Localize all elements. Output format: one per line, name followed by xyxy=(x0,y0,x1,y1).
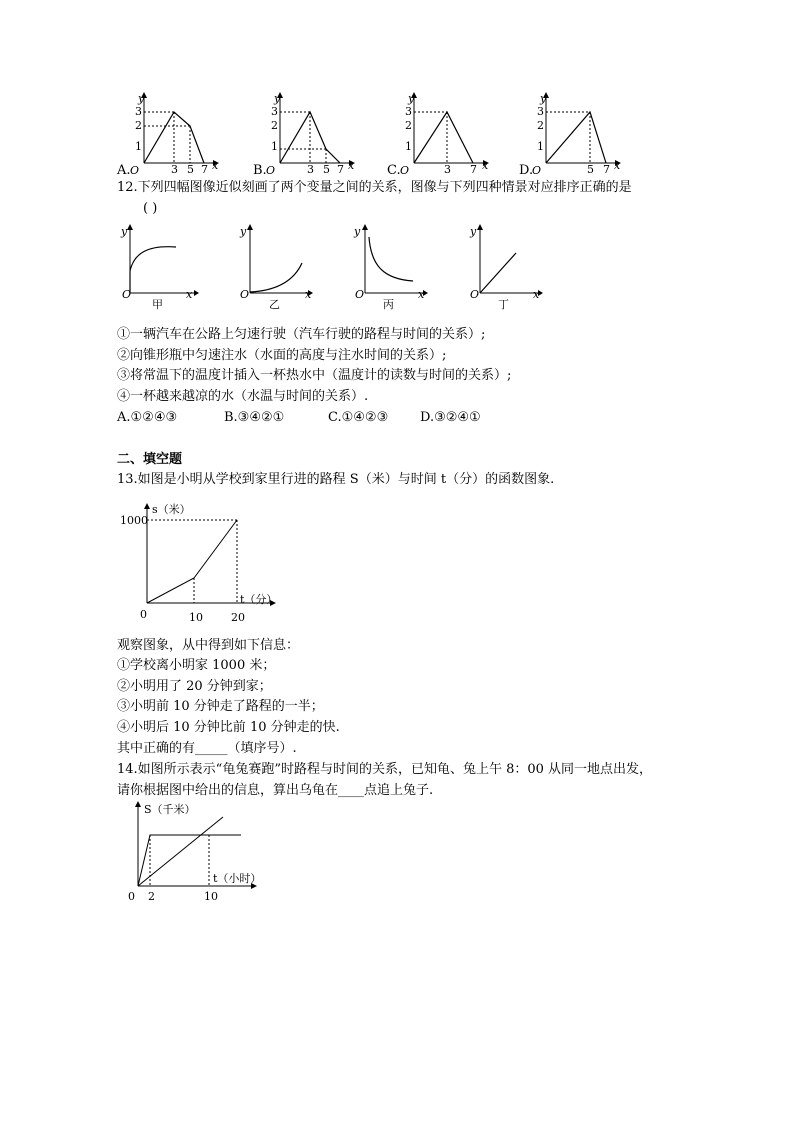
q11-option-d-letter: D. xyxy=(519,163,534,178)
q11-c-xlabel: x xyxy=(482,159,489,172)
q13-item-2: ②小明用了 20 分钟到家； xyxy=(117,679,272,694)
q11-b-xlabel: x xyxy=(348,159,355,172)
q11-a-ytick-3: 3 xyxy=(135,105,142,118)
q11-a-ylabel: y xyxy=(138,92,145,105)
q11-c-ytick-3: 3 xyxy=(405,105,412,118)
q14-stem-line1: 14.如图所示表示“龟兔赛跑”时路程与时间的关系，已知龟、兔上午 8：00 从同一地点出发， xyxy=(117,762,653,777)
q11-option-c-letter: C. xyxy=(387,163,401,178)
q12-bing-caption: 丙 xyxy=(383,298,394,311)
q11-d-ytick-2: 2 xyxy=(537,119,544,132)
q12-ding-caption: 丁 xyxy=(498,298,509,311)
section-heading: 二、填空题 xyxy=(117,452,183,467)
q11-graph-d xyxy=(520,92,610,172)
q12-yi-origin: O xyxy=(240,288,250,301)
q12-jia-xlabel: x xyxy=(186,288,193,301)
q12-choice-a: A.①②④③ xyxy=(117,410,178,425)
q11-c-xtick-7: 7 xyxy=(470,163,477,176)
q11-option-a-letter: A. xyxy=(117,163,131,178)
q11-option-b-letter: B. xyxy=(253,163,267,178)
q13-intro: 观察图象，从中得到如下信息： xyxy=(117,638,300,653)
q13-xtick-10: 10 xyxy=(189,611,203,624)
q14-xlabel: t（小时） xyxy=(213,872,262,885)
q11-d-ylabel: y xyxy=(540,92,547,105)
q12-bing-xlabel: x xyxy=(418,288,425,301)
q12-jia-caption: 甲 xyxy=(152,298,163,311)
q11-c-origin: O xyxy=(400,164,410,177)
q11-a-xtick-5: 5 xyxy=(187,163,194,176)
q11-b-ytick-1: 1 xyxy=(271,140,278,153)
q11-a-xlabel: x xyxy=(212,159,219,172)
q12-situation-4: ④一杯越来越凉的水（水温与时间的关系）. xyxy=(117,389,369,404)
q13-answer-line: 其中正确的有_____（填序号）. xyxy=(117,741,297,756)
q12-situation-2: ②向锥形瓶中匀速注水（水面的高度与注水时间的关系）; xyxy=(117,348,447,363)
q13-stem: 13.如图是小明从学校到家里行进的路程 S（米）与时间 t（分）的函数图象. xyxy=(117,472,555,487)
q11-a-xtick-3: 3 xyxy=(171,163,178,176)
q11-c-ytick-1: 1 xyxy=(405,140,412,153)
q11-graph-a xyxy=(118,92,208,172)
q11-b-xtick-3: 3 xyxy=(307,163,314,176)
q13-origin: 0 xyxy=(140,608,147,621)
q14-origin: 0 xyxy=(128,890,135,903)
q11-b-ytick-3: 3 xyxy=(271,105,278,118)
q12-bing-ylabel: y xyxy=(354,225,361,238)
q12-situation-1: ①一辆汽车在公路上匀速行驶（汽车行驶的路程与时间的关系）; xyxy=(117,327,486,342)
q12-ding-xlabel: x xyxy=(533,288,540,301)
q12-choice-d: D.③②④① xyxy=(420,410,481,425)
q11-b-ytick-2: 2 xyxy=(271,119,278,132)
q13-xtick-20: 20 xyxy=(231,611,245,624)
q11-d-ytick-1: 1 xyxy=(537,140,544,153)
q12-answer-blank: ( ) xyxy=(143,201,158,216)
q13-xlabel: t（分） xyxy=(240,593,278,606)
q11-a-ytick-1: 1 xyxy=(135,140,142,153)
q11-b-xtick-5: 5 xyxy=(323,163,330,176)
q12-jia-ylabel: y xyxy=(121,225,128,238)
q11-b-xtick-7: 7 xyxy=(337,163,344,176)
q13-item-1: ①学校离小明家 1000 米； xyxy=(117,658,276,673)
q11-c-ylabel: y xyxy=(408,92,415,105)
q12-choice-b: B.③④②① xyxy=(224,410,285,425)
q13-item-4: ④小明后 10 分钟比前 10 分钟走的快. xyxy=(117,720,340,735)
q11-d-xtick-7: 7 xyxy=(603,163,610,176)
q12-situation-3: ③将常温下的温度计插入一杯热水中（温度计的读数与时间的关系）; xyxy=(117,368,512,383)
q12-ding-ylabel: y xyxy=(470,225,477,238)
q14-xtick-10: 10 xyxy=(204,890,218,903)
q11-c-ytick-2: 2 xyxy=(405,119,412,132)
q13-item-3: ③小明前 10 分钟走了路程的一半； xyxy=(117,699,324,714)
q11-b-ylabel: y xyxy=(274,92,281,105)
q14-ylabel: S（千米） xyxy=(144,803,196,816)
q11-a-ytick-2: 2 xyxy=(135,119,142,132)
q11-d-xlabel: x xyxy=(614,159,621,172)
q12-yi-ylabel: y xyxy=(240,225,247,238)
q11-graph-c xyxy=(388,92,478,172)
q14-stem-line2: 请你根据图中给出的信息，算出乌龟在____点追上兔子. xyxy=(117,783,434,798)
q12-jia-origin: O xyxy=(122,288,132,301)
q11-d-origin: O xyxy=(532,164,542,177)
q13-ytick-1000: 1000 xyxy=(120,514,148,527)
q12-choice-c: C.①④②③ xyxy=(328,410,389,425)
q14-xtick-2: 2 xyxy=(148,890,155,903)
q12-stem: 12.下列四幅图像近似刻画了两个变量之间的关系，图像与下列四种情景对应排序正确的是 xyxy=(117,180,632,195)
q12-bing-origin: O xyxy=(355,288,365,301)
q11-d-ytick-3: 3 xyxy=(537,105,544,118)
q13-ylabel: s（米） xyxy=(152,503,191,516)
q11-b-origin: O xyxy=(266,164,276,177)
q11-a-origin: O xyxy=(130,164,140,177)
q11-a-xtick-7: 7 xyxy=(201,163,208,176)
q11-d-xtick-5: 5 xyxy=(587,163,594,176)
q11-c-xtick-3: 3 xyxy=(444,163,451,176)
q12-yi-xlabel: x xyxy=(305,288,312,301)
q12-ding-origin: O xyxy=(470,288,480,301)
q12-yi-caption: 乙 xyxy=(269,298,280,311)
q11-graph-b xyxy=(254,92,344,172)
